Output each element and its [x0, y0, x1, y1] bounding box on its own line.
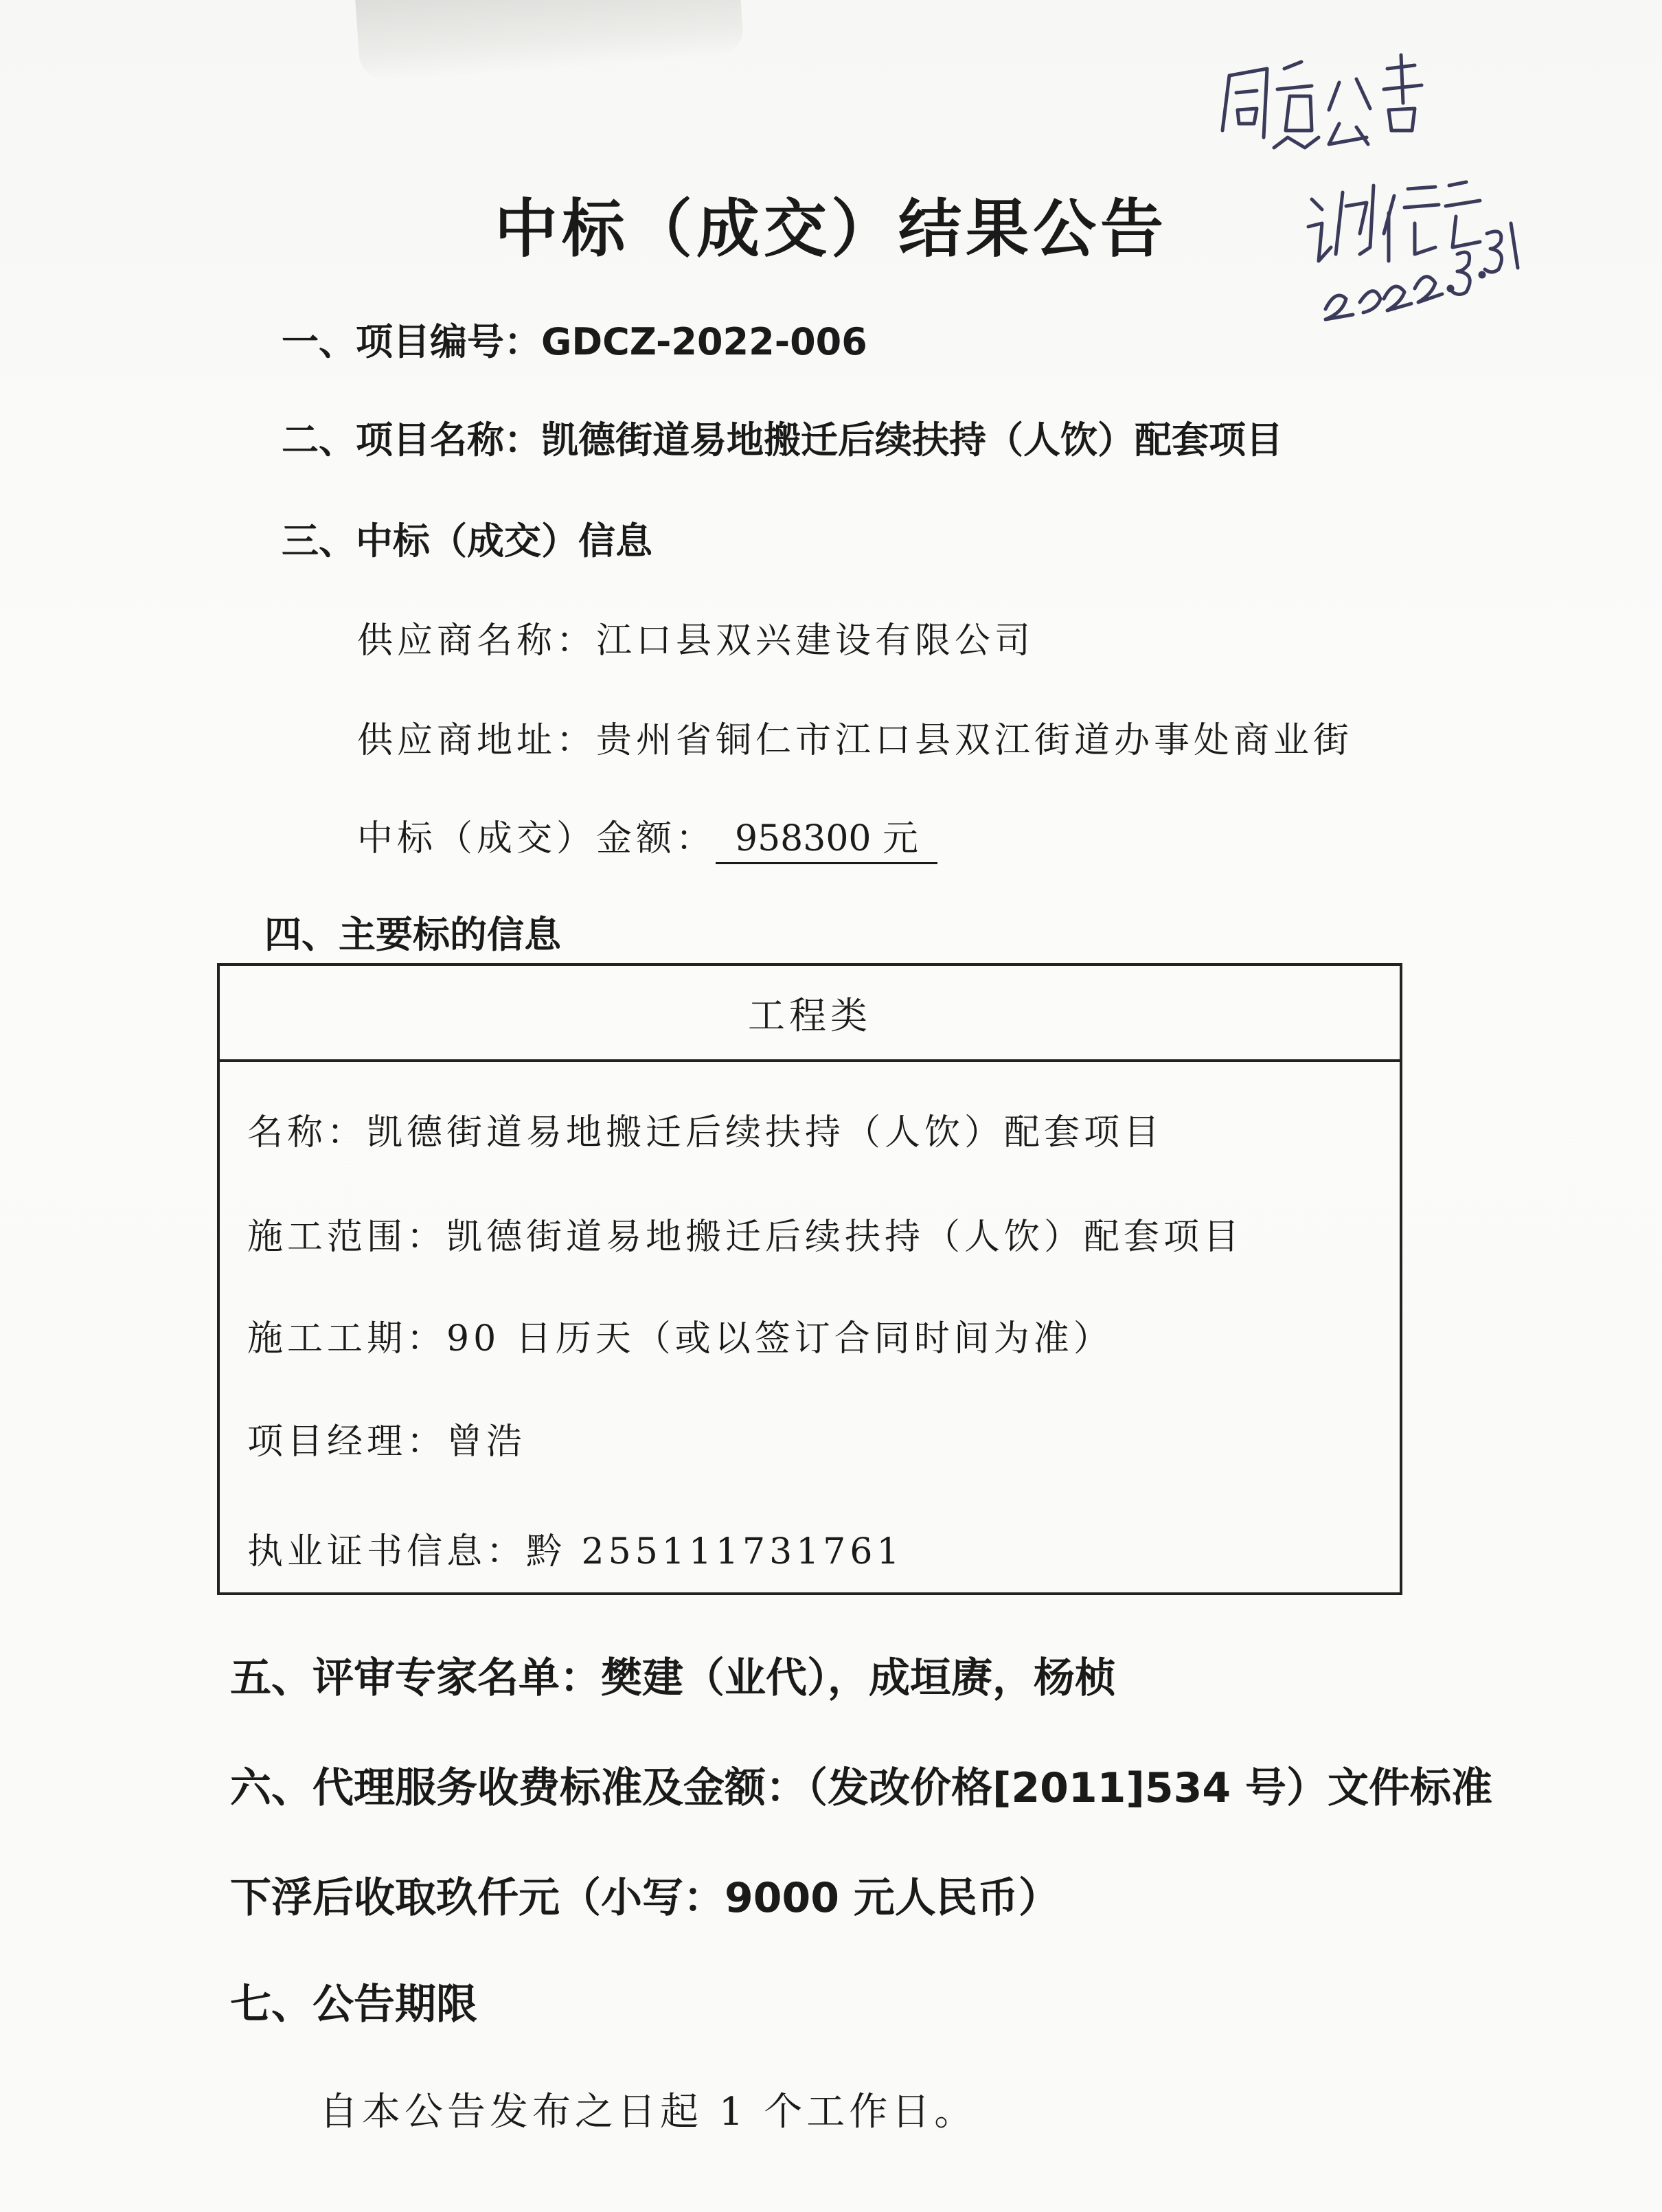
- table-row-manager: 项目经理：曾浩: [247, 1421, 527, 1463]
- paper-fold-shadow: [354, 0, 744, 82]
- supplier-name: 供应商名称：江口县双兴建设有限公司: [357, 620, 1035, 662]
- expert-list: 五、评审专家名单：樊建（业代），成垣赓，杨桢: [230, 1654, 1116, 1702]
- award-amount-row: [357, 809, 937, 864]
- project-name: 二、项目名称：凯德街道易地搬迁后续扶持（人饮）配套项目: [282, 418, 1283, 462]
- table-row-period: 施工工期：90 日历天（或以签订合同时间为准）: [247, 1318, 1113, 1359]
- award-info-heading: 三、中标（成交）信息: [282, 519, 652, 563]
- table-row-name: 名称：凯德街道易地搬迁后续扶持（人饮）配套项目: [247, 1112, 1164, 1153]
- announcement-period-text: 自本公告发布之日起 1 个工作日。: [319, 2090, 977, 2134]
- handwritten-approval-signature: [1209, 27, 1532, 323]
- supplier-address: 供应商地址：贵州省铜仁市江口县双江街道办事处商业街: [357, 720, 1354, 761]
- subject-info-heading: 四、主要标的信息: [264, 913, 561, 956]
- award-amount-label: 中标（成交）金额：: [357, 818, 716, 859]
- agency-fee-line-2: 下浮后收取玖仟元（小写：9000 元人民币）: [230, 1874, 1060, 1922]
- award-amount-value: 958300 元: [716, 809, 937, 864]
- subject-info-table: [217, 963, 1402, 1595]
- page-title: 中标（成交）结果公告: [494, 192, 1168, 266]
- project-number: 一、项目编号：GDCZ-2022-006: [282, 320, 867, 363]
- announcement-period-heading: 七、公告期限: [230, 1980, 477, 2029]
- table-header: 工程类: [220, 966, 1400, 1062]
- table-row-scope: 施工范围：凯德街道易地搬迁后续扶持（人饮）配套项目: [247, 1217, 1244, 1258]
- table-row-certificate: 执业证书信息：黔 255111731761: [247, 1531, 904, 1572]
- agency-fee-line-1: 六、代理服务收费标准及金额：（发改价格[2011]534 号）文件标准: [230, 1764, 1492, 1812]
